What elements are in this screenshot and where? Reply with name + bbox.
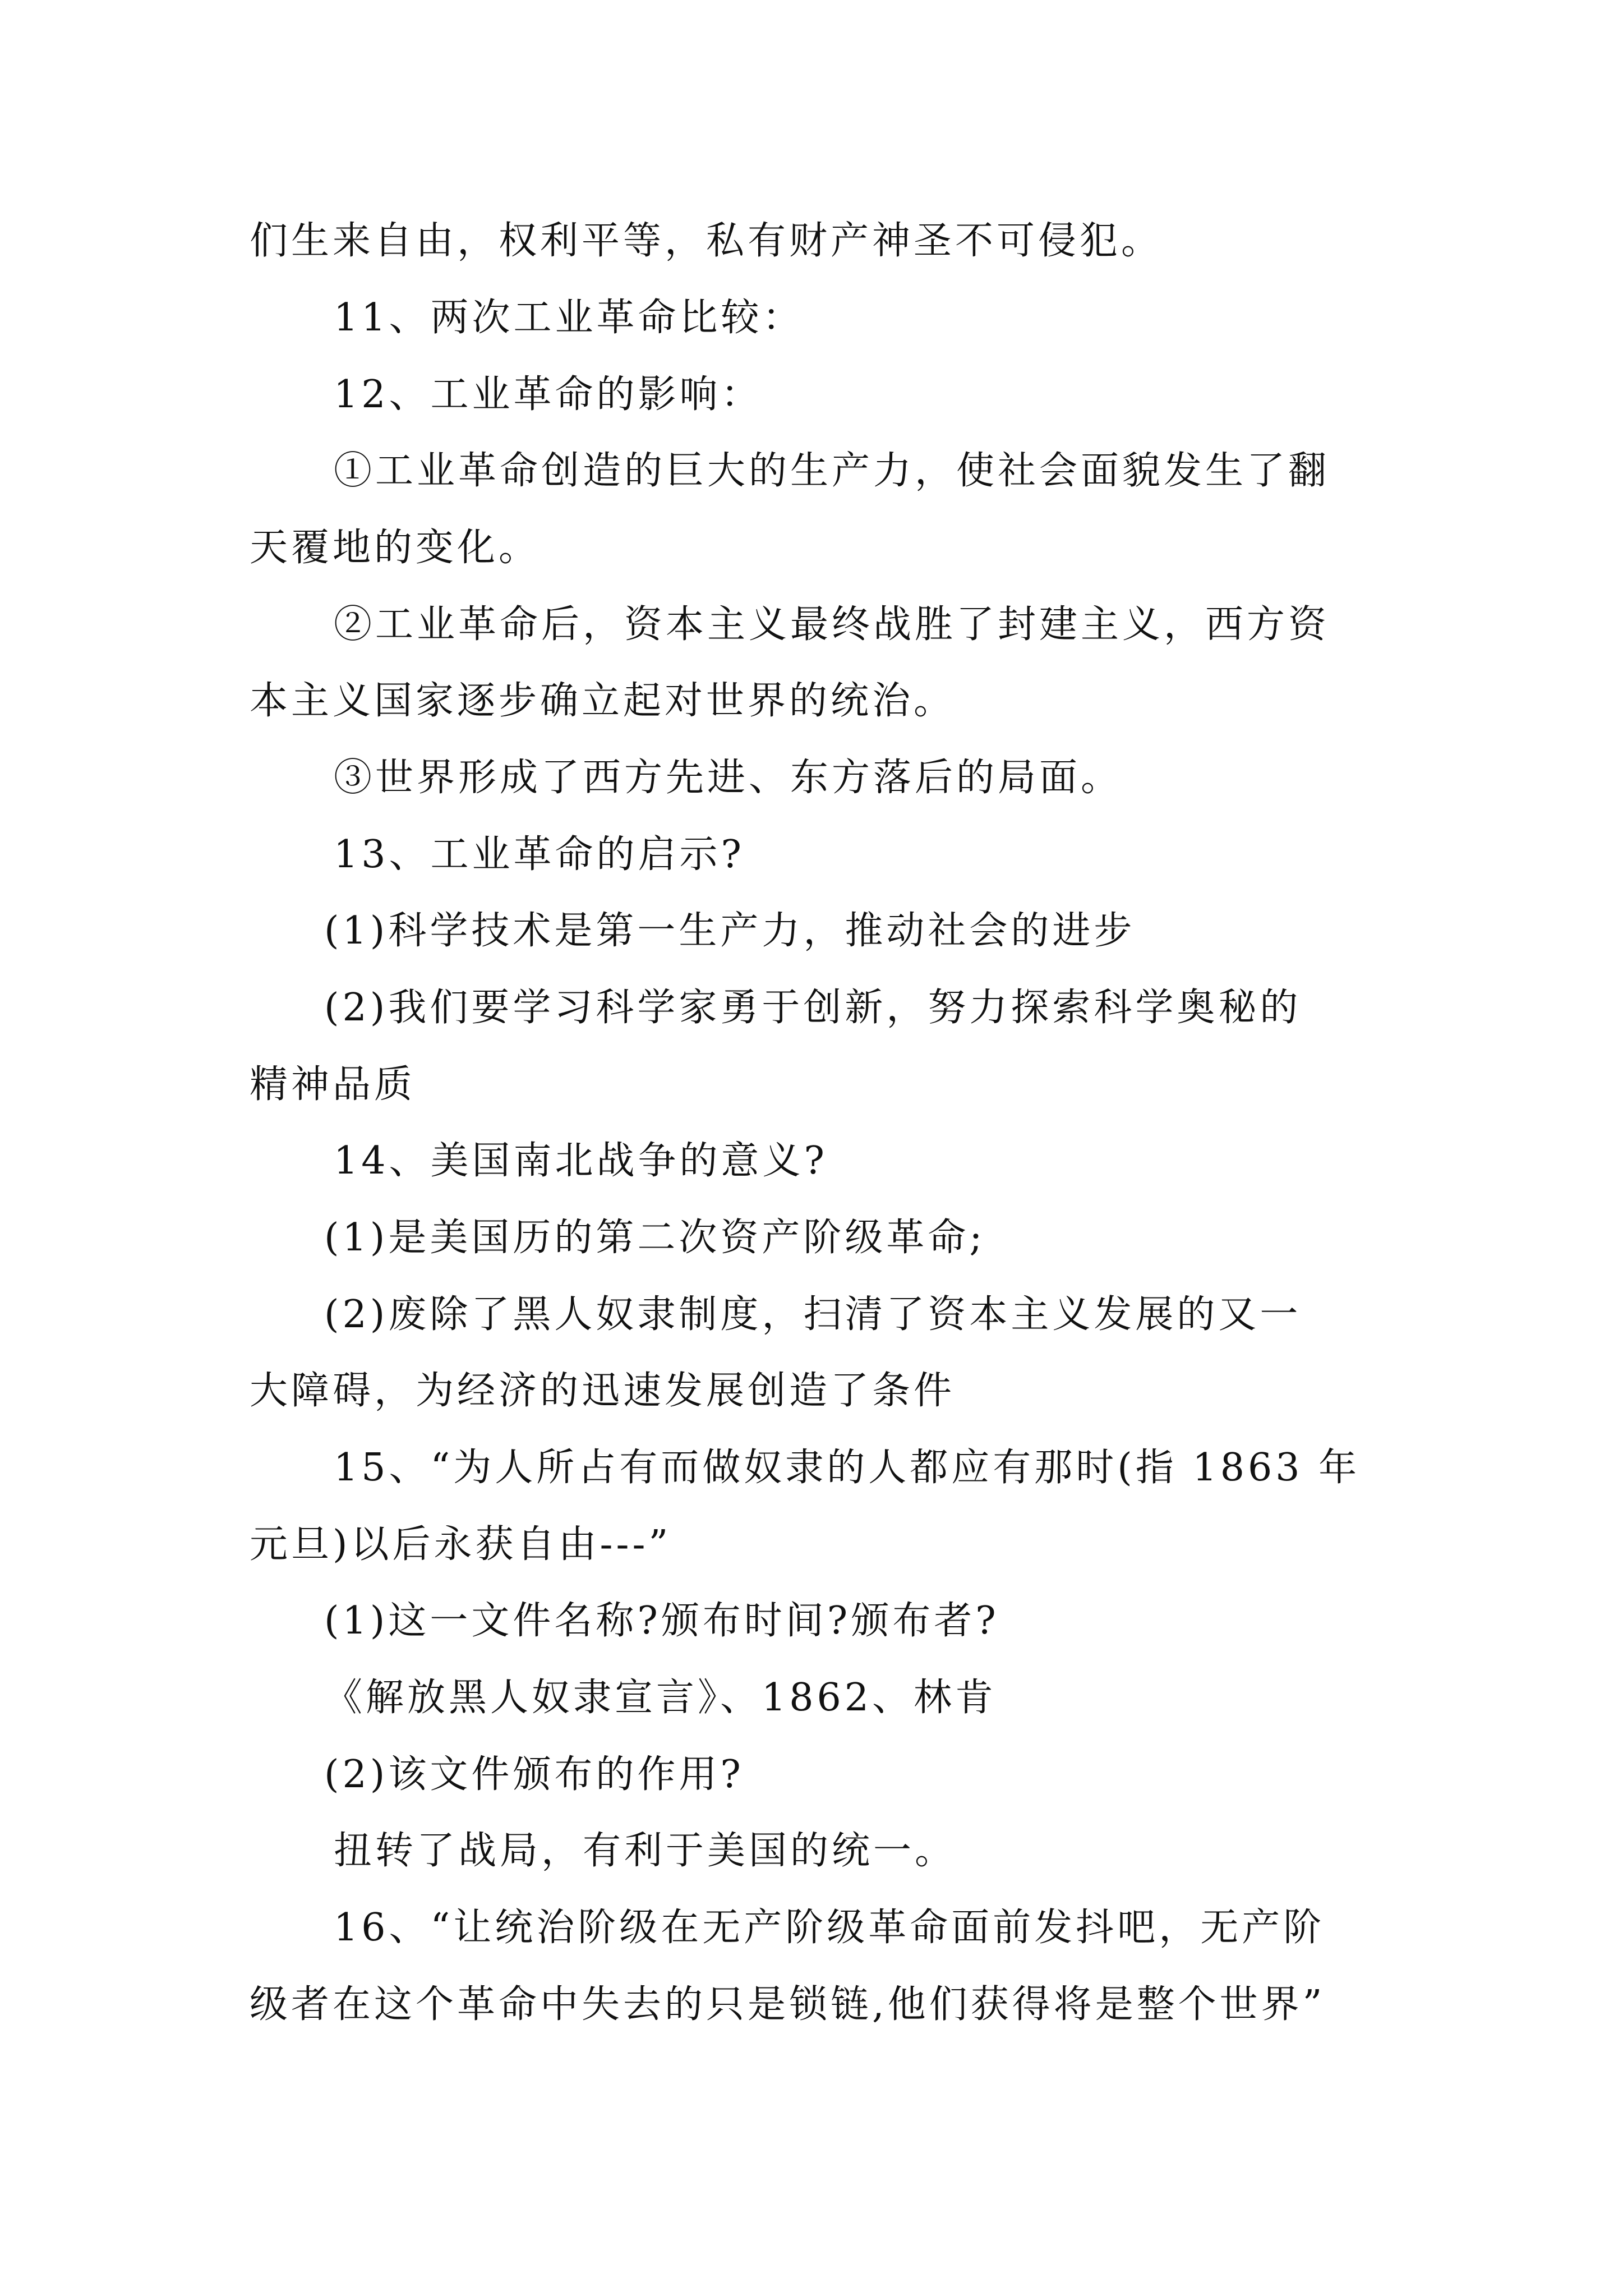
text-line: (1)科学技术是第一生产力，推动社会的进步 [324,909,1136,953]
text-line: 12、工业革命的影响： [334,372,763,417]
text-line: (1)是美国历的第二次资产阶级革命; [324,1216,986,1260]
text-line: 14、美国南北战争的意义? [334,1139,828,1183]
text-line: 天覆地的变化。 [250,526,541,570]
text-line: 《解放黑人奴隶宣言》、1862、林肯 [324,1676,997,1720]
text-line: 15、“为人所占有而做奴隶的人都应有那时(指 1863 年 [334,1446,1361,1490]
text-line: (2)我们要学习科学家勇于创新，努力探索科学奥秘的 [324,986,1302,1030]
text-line: 扭转了战局，有利于美国的统一。 [334,1829,957,1873]
text-line: ③世界形成了西方先进、东方落后的局面。 [334,756,1123,800]
text-line: (2)该文件颁布的作用? [324,1752,744,1797]
text-line: 元旦)以后永获自由---” [250,1522,672,1567]
text-line: ①工业革命创造的巨大的生产力，使社会面貌发生了翻 [334,449,1330,493]
text-line: 们生来自由，权利平等，私有财产神圣不可侵犯。 [250,219,1163,263]
text-line: 13、工业革命的启示? [334,832,745,877]
text-line: 16、“让统治阶级在无产阶级革命面前发抖吧，无产阶 [334,1906,1325,1950]
text-line: (1)这一文件名称?颁布时间?颁布者? [324,1599,999,1643]
text-line: 大障碍，为经济的迅速发展创造了条件 [250,1369,956,1413]
text-line: ②工业革命后，资本主义最终战胜了封建主义，西方资 [334,602,1330,647]
text-line: 11、两次工业革命比较： [334,296,804,340]
text-line: 本主义国家逐步确立起对世界的统治。 [250,679,956,723]
text-line: 精神品质 [250,1062,416,1107]
text-line: 级者在这个革命中失去的只是锁链,他们获得将是整个世界” [250,1982,1326,2027]
text-line: (2)废除了黑人奴隶制度，扫清了资本主义发展的又一 [324,1292,1302,1337]
